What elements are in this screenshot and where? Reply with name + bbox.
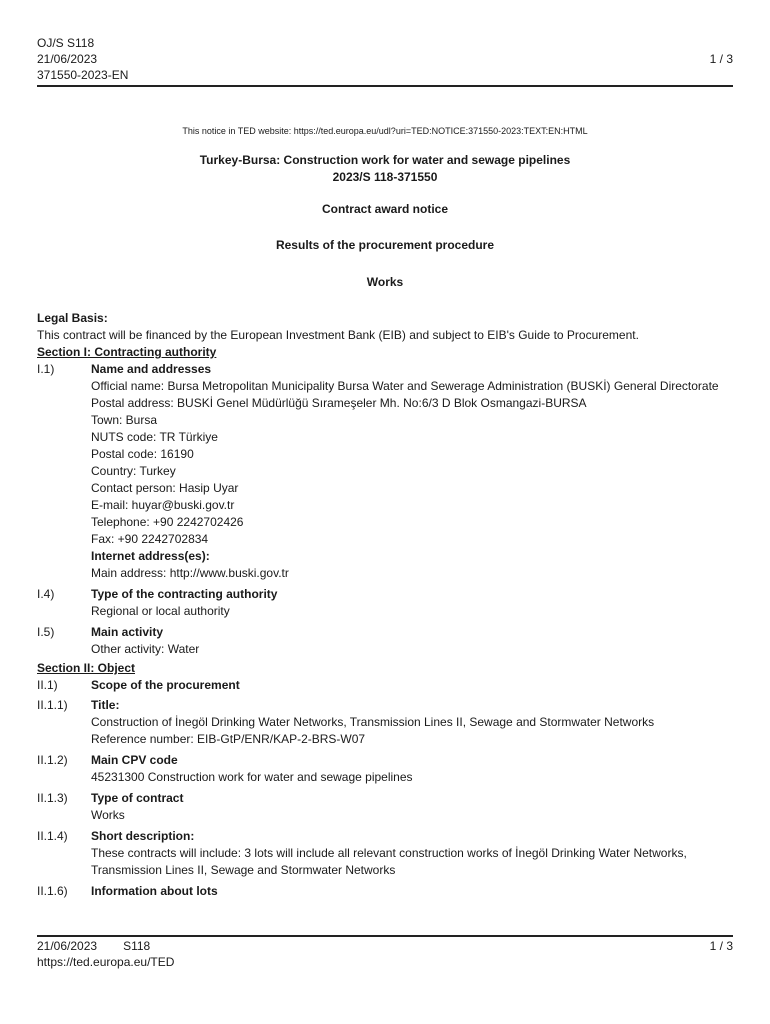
notice-number: 2023/S 118-371550 (332, 170, 438, 184)
section-heading: Title: (91, 698, 120, 712)
notice-body (37, 310, 733, 900)
main-address-line (91, 565, 733, 582)
notice-title: Turkey-Bursa: Construction work for water and sewage pipelines (199, 153, 571, 167)
section-ii1 (37, 677, 733, 694)
page-header (37, 35, 733, 83)
postal-code: Postal code: 16190 (91, 447, 194, 461)
footer-journal: S118 (123, 939, 151, 953)
section-i1 (37, 361, 733, 582)
footer-page-number: 1 / 3 (709, 939, 733, 953)
telephone: Telephone: +90 2242702426 (91, 515, 244, 529)
nuts-code: NUTS code: TR Türkiye (91, 430, 218, 444)
notice-id: 371550-2023-EN (37, 68, 129, 82)
section-1-title: Section I: Contracting authority (37, 345, 217, 359)
section-i5 (37, 624, 733, 658)
fax: Fax: +90 2242702834 (91, 532, 209, 546)
section-i4 (37, 586, 733, 620)
main-address-link[interactable]: http://www.buski.gov.tr (169, 566, 289, 580)
legal-basis-text: This contract will be financed by the European Investment Bank (EIB) and subject to EIB's Guide to Procurement. (37, 328, 639, 342)
internet-heading: Internet address(es): (91, 549, 210, 563)
section-number: I.1) (37, 362, 55, 376)
section-heading: Main activity (91, 625, 164, 639)
section-ii11 (37, 697, 733, 748)
main-address-label: Main address: (91, 566, 170, 580)
section-ii14 (37, 828, 733, 879)
header-page-number: 1 / 3 (709, 52, 733, 66)
official-name: Official name: Bursa Metropolitan Municipality Bursa Water and Sewerage Administration (BUSKİ) General Directorate (91, 379, 719, 393)
section-number: II.1.2) (37, 753, 68, 767)
section-number: II.1) (37, 678, 58, 692)
section-number: I.4) (37, 587, 55, 601)
email-line (91, 497, 733, 514)
contract-type: Works (91, 808, 125, 822)
header-date: 21/06/2023 (37, 52, 98, 66)
town: Town: Bursa (91, 413, 158, 427)
section-heading: Short description: (91, 829, 195, 843)
cpv-code: 45231300 Construction work for water and sewage pipelines (91, 770, 413, 784)
section-value: Other activity: Water (91, 642, 200, 656)
footer-date: 21/06/2023 (37, 939, 98, 953)
email-link[interactable]: huyar@buski.gov.tr (131, 498, 235, 512)
country: Country: Turkey (91, 464, 176, 478)
legal-basis-label: Legal Basis: (37, 311, 108, 325)
section-heading: Type of contract (91, 791, 184, 805)
footer-url[interactable]: https://ted.europa.eu/TED (37, 955, 175, 969)
section-number: II.1.6) (37, 884, 68, 898)
reference-number: Reference number: EIB-GtP/ENR/KAP-2-BRS-W07 (91, 732, 366, 746)
contact-person: Contact person: Hasip Uyar (91, 481, 239, 495)
notice-type: Contract award notice (321, 202, 449, 216)
section-ii12 (37, 752, 733, 786)
footer-divider (37, 935, 733, 937)
section-heading: Information about lots (91, 884, 218, 898)
journal-ref: OJ/S S118 (37, 36, 95, 50)
postal-address: Postal address: BUSKİ Genel Müdürlüğü Sırameşeler Mh. No:6/3 D Blok Osmangazi-BURSA (91, 396, 587, 410)
section-number: II.1.3) (37, 791, 68, 805)
section-heading: Scope of the procurement (91, 678, 240, 692)
section-number: I.5) (37, 625, 55, 639)
procedure-heading: Results of the procurement procedure (275, 238, 495, 252)
section-heading: Main CPV code (91, 753, 178, 767)
contract-title: Construction of İnegöl Drinking Water Networks, Transmission Lines II, Sewage and Stormwater Networks (91, 715, 655, 729)
section-number: II.1.1) (37, 698, 68, 712)
email-label: E-mail: (91, 498, 132, 512)
section-number: II.1.4) (37, 829, 68, 843)
ted-notice-link[interactable]: This notice in TED website: https://ted.europa.eu/udl?uri=TED:NOTICE:371550-2023:TEXT:EN:HTML (182, 126, 588, 136)
header-divider (37, 85, 733, 87)
section-ii13 (37, 790, 733, 824)
section-heading: Name and addresses (91, 362, 212, 376)
section-2-title: Section II: Object (37, 661, 136, 675)
category-heading: Works (366, 275, 404, 289)
short-description: These contracts will include: 3 lots will include all relevant construction works of İnegöl Drinking Water Networks, Transmission Lines II, Sewage and Stormwater Networks (91, 846, 687, 877)
section-heading: Type of the contracting authority (91, 587, 278, 601)
page-footer (37, 938, 733, 970)
section-ii16 (37, 883, 733, 900)
section-value: Regional or local authority (91, 604, 230, 618)
